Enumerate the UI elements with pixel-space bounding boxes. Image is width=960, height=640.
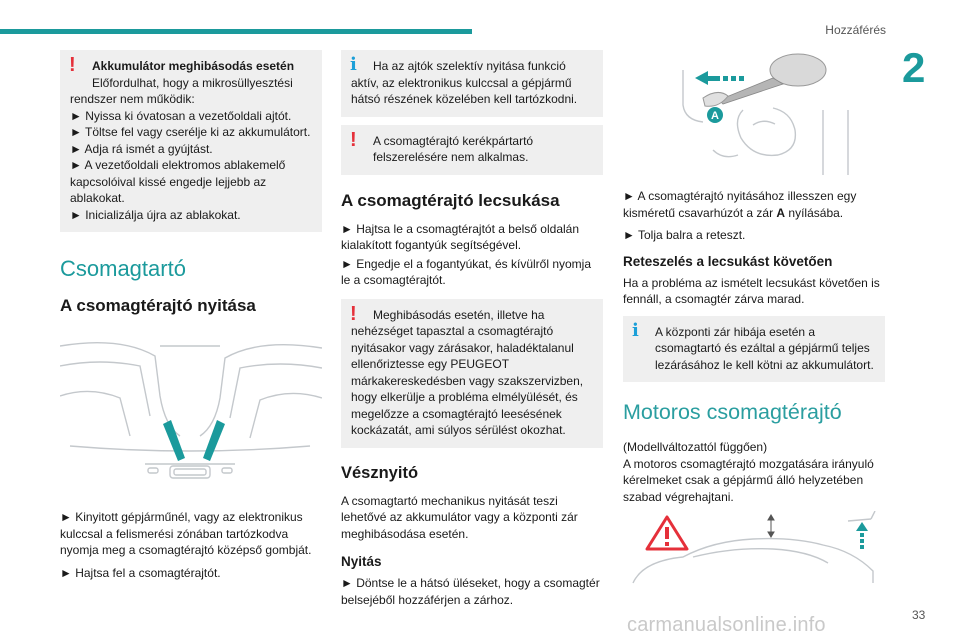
emergency-step-1 <box>623 188 885 221</box>
opening-text: ► Döntse le a hátsó üléseket, hogy a csomagtér belsejéből hozzáférjen a zárhoz. <box>341 576 600 607</box>
closing-step-2: ► Engedje el a fogantyúkat, és kívülről nyomja le a csomagtérajtót. <box>341 256 592 287</box>
exclamation-icon: ! <box>350 128 357 151</box>
lock-title: Reteszelés a lecsukást követően <box>623 253 833 269</box>
section-header: Hozzáférés <box>825 23 886 37</box>
section-title-trunk: Csomagtartó <box>60 256 186 281</box>
closing-title: A csomagtérajtó lecsukása <box>341 190 560 210</box>
motor-tailgate-title: Motoros csomagtérajtó <box>623 400 842 424</box>
warning-box-bike-rack <box>341 125 603 175</box>
warning-box-battery <box>60 50 322 232</box>
info-box-selective-opening <box>341 50 603 117</box>
warning-step: ► A vezetőoldali elektromos ablakemelő kapcsolóival kissé engedje lejjebb az ablakokat. <box>70 158 286 205</box>
emergency-step-2: ► Tolja balra a reteszt. <box>623 228 746 242</box>
info-box-central-lock <box>623 316 885 383</box>
lock-text: Ha a probléma az ismételt lecsukást követően is fennáll, a csomagtér zárva marad. <box>623 275 880 306</box>
warning-text: felszerelésére nem alkalmas. <box>373 150 529 164</box>
step-text: ► A csomagtérajtó nyitásához illesszen egy kisméretű csavarhúzót a zár <box>623 189 857 220</box>
subsection-title-opening: A csomagtérajtó nyitása <box>60 296 256 315</box>
warning-step: ► Nyissa ki óvatosan a vezetőoldali ajtót. <box>70 108 292 123</box>
exclamation-icon: ! <box>69 54 76 76</box>
column-right <box>623 50 885 602</box>
warning-step: ► Adja rá ismét a gyújtást. <box>70 141 213 156</box>
info-text-first: A központi zár hibája esetén a <box>655 324 816 339</box>
warning-title: Akkumulátor meghibásodás esetén <box>92 59 295 73</box>
motor-tailgate-illustration <box>623 511 885 594</box>
header-accent-bar <box>0 29 472 34</box>
info-icon: i <box>632 319 639 341</box>
opening-step-1: ► Kinyitott gépjárműnél, vagy az elektronikus kulccsal a felismerési zónában tartózkodva nyomja meg a csomagtérajtó középső gombját. <box>60 510 312 557</box>
step-text: nyílásába. <box>788 205 844 220</box>
closing-step-1: ► Hajtsa le a csomagtérajtót a belső oldalán kialakított fogantyúk segítségével. <box>341 221 580 252</box>
figure-label-a: A <box>711 110 719 122</box>
info-text: csomagtartó és ezáltal a gépjármű teljes lezárásához le kell kötni az akkumulátort. <box>655 341 874 372</box>
emergency-title: Vésznyitó <box>341 463 419 482</box>
warning-box-malfunction <box>341 299 603 448</box>
column-left <box>60 50 322 587</box>
column-middle <box>341 50 603 614</box>
warning-step: ► Töltse fel vagy cserélje ki az akkumulátort. <box>70 125 311 139</box>
tailgate-button-illustration <box>60 326 322 501</box>
info-icon: i <box>350 54 357 75</box>
chapter-number: 2 <box>902 44 926 91</box>
motor-text: A motoros csomagtérajtó mozgatására irányuló kérelmeket csak a gépjármű álló helyzetében szabad végrehajtani. <box>623 456 874 504</box>
page-number: 33 <box>912 608 926 622</box>
warning-step: ► Inicializálja újra az ablakokat. <box>70 207 241 222</box>
emergency-lock-illustration <box>623 50 885 180</box>
info-text: aktív, az elektronikus kulccsal a gépjármű hátsó részének közelében kell tartózkodni. <box>351 75 578 106</box>
opening-step-2: ► Hajtsa fel a csomagtérajtót. <box>60 565 221 580</box>
warning-triangle-icon <box>647 517 687 549</box>
watermark: carmanualsonline.info <box>627 614 826 636</box>
lock-label-a: A <box>776 205 786 220</box>
motor-subtitle: (Modellváltozattól függően) <box>623 440 768 454</box>
warning-text: nehézséget tapasztal a csomagtérajtó nyitásakor vagy zárásakor, haladéktalanul ellenőriztesse egy PEUGEOT márkakereskedésben vagy szakszervizben, hogy elkerülje a probléma elmélyülését, és megelőzze a csomagtérajtó leesésének kockázatát, ami súlyos sérülést okozhat. <box>351 324 584 437</box>
warning-text-first: A csomagtérajtó kerékpártartó <box>373 133 534 148</box>
opening-title: Nyitás <box>341 554 382 569</box>
info-text-first: Ha az ajtók szelektív nyitása funkció <box>373 59 566 73</box>
emergency-text: A csomagtartó mechanikus nyitását teszi lehetővé az akkumulátor vagy a központi zár meghibásodása esetén. <box>341 493 578 541</box>
exclamation-icon: ! <box>350 302 357 325</box>
warning-text-first: Meghibásodás esetén, illetve ha <box>373 307 545 322</box>
warning-text-first: Előfordulhat, hogy a mikrosüllyesztési <box>92 75 293 90</box>
warning-text: rendszer nem működik: <box>70 92 195 106</box>
